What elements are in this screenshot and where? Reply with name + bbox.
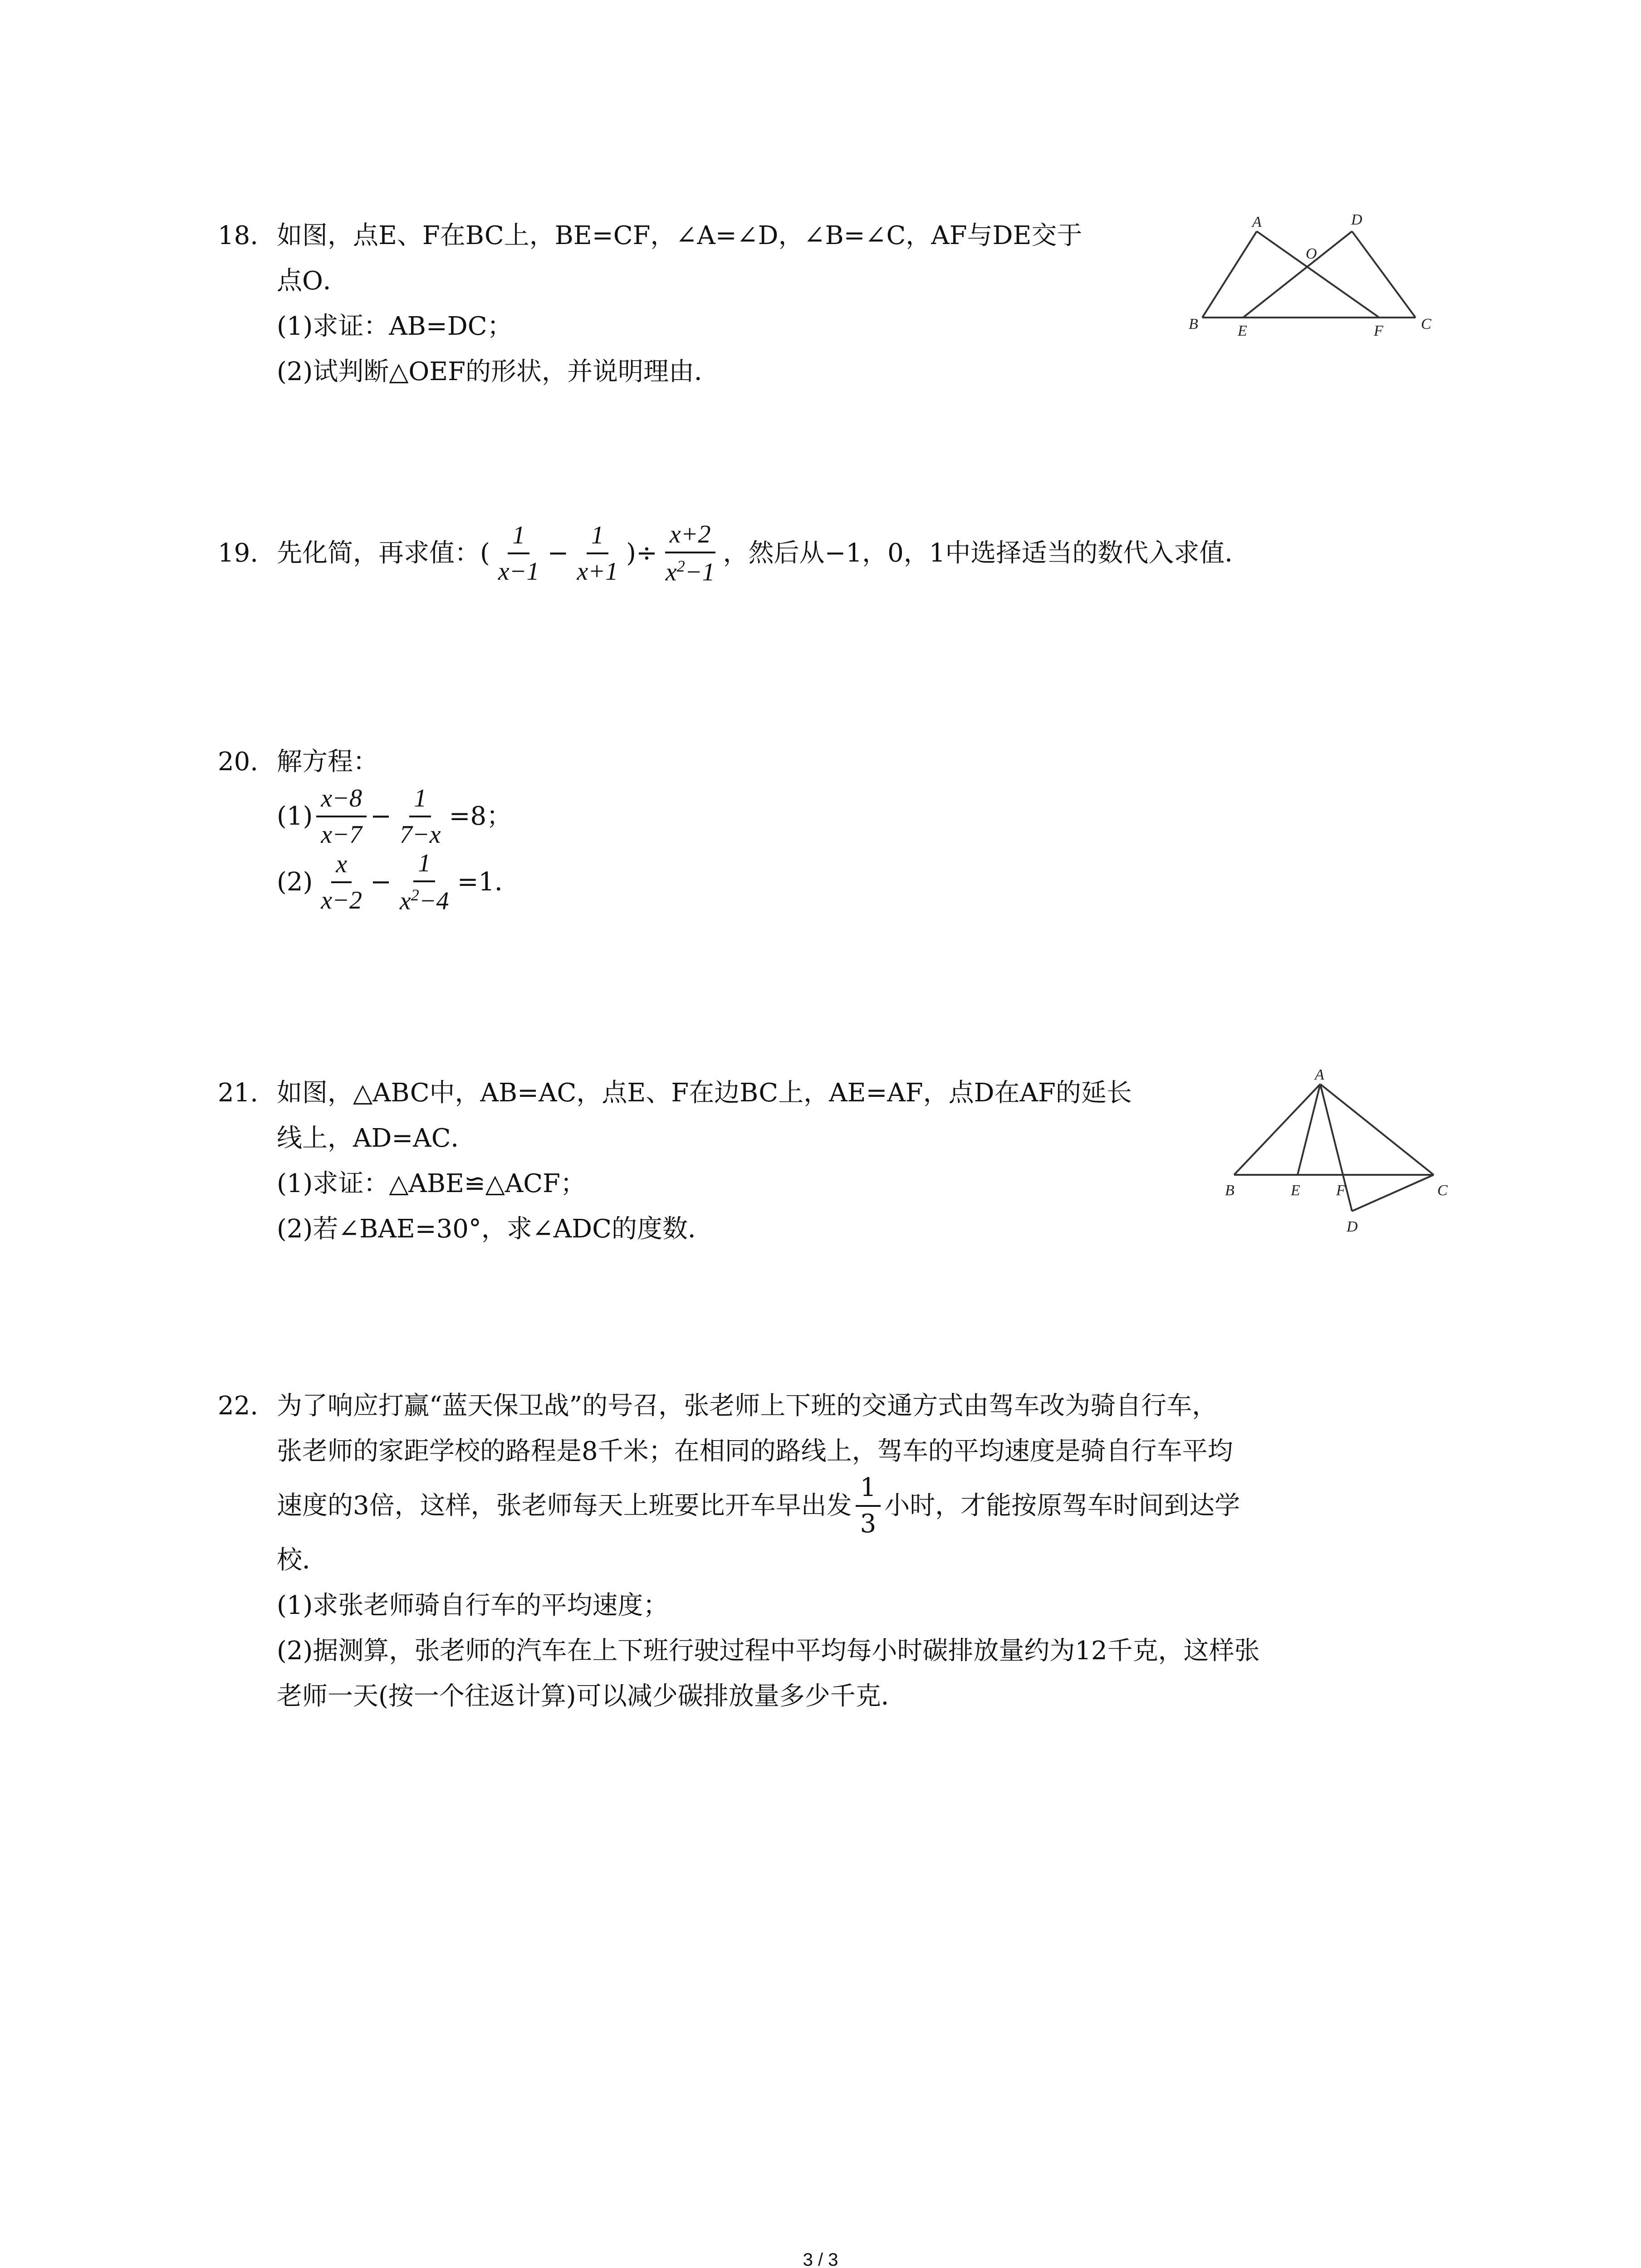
sub-question: (1)求证：AB=DC； [277, 312, 513, 341]
fraction: $\frac{1}{3}$ [856, 1475, 881, 1537]
question-text: 为了响应打赢“蓝天保卫战”的号召，张老师上下班的交通方式由驾车改为骑自行车， [277, 1391, 1218, 1421]
question-21 [218, 1070, 1261, 1252]
fraction: $\frac{x-8}{x-7}$ [316, 786, 367, 847]
question-19: 19. 先化简，再求值：( $\frac{1}{x-1}$ − $\frac{1}{x+1}$ )÷ $\frac{x+2}{x^2-1}$ ，然后从−1，0，1中选择适当的数代入求值． [218, 520, 1250, 587]
question-text: 线上，AD=AC． [277, 1124, 476, 1153]
label-C: C [1421, 316, 1431, 332]
sub-question: (1)求证：△ABE≌△ACF； [277, 1169, 586, 1198]
fraction: $\frac{1}{x-1}$ [498, 521, 539, 586]
equation-2: (2) $\frac{x}{x-2}$ − $\frac{1}{x^2-4}$ =1． [277, 849, 520, 915]
question-text: 校． [277, 1545, 328, 1575]
label-B: B [1189, 316, 1198, 332]
question-text: 解方程： [277, 747, 378, 777]
question-number: 20. [218, 747, 259, 777]
question-number: 22. [218, 1391, 259, 1421]
question-number: 21. [218, 1078, 259, 1108]
label-D: D [1351, 211, 1362, 228]
question-number: 18. [218, 221, 259, 250]
question-text: ，然后从−1，0，1中选择适当的数代入求值． [723, 538, 1250, 568]
question-text: 如图，点E、F在BC上，BE=CF，∠A=∠D，∠B=∠C，AF与DE交于 [277, 221, 1083, 250]
label-C: C [1437, 1182, 1448, 1199]
equation-1: (1) $\frac{x-8}{x-7}$ − $\frac{1}{7-x}$ =8； [277, 784, 512, 849]
question-number: 19. [218, 538, 259, 568]
label-O: O [1306, 245, 1317, 262]
question-text: 先化简，再求值：( [277, 538, 490, 568]
figure-q21 [1216, 1061, 1461, 1243]
label-F: F [1374, 323, 1383, 339]
fraction: $\frac{x+2}{x^2-1}$ [665, 520, 715, 587]
figure-q18 [1189, 204, 1443, 349]
fraction: $\frac{1}{7-x}$ [399, 784, 441, 849]
label-E: E [1291, 1182, 1300, 1199]
sub-question: (2)试判断△OEF的形状，并说明理由． [277, 357, 720, 386]
fraction: $\frac{1}{x^2-4}$ [399, 849, 449, 915]
fraction: $\frac{x}{x-2}$ [321, 850, 362, 914]
question-text: 速度的3倍，这样，张老师每天上班要比开车早出发 [277, 1491, 852, 1520]
question-18 [218, 213, 1216, 395]
label-A: A [1252, 214, 1262, 230]
question-20 [218, 739, 1216, 916]
question-22 [218, 1383, 1488, 1719]
label-E: E [1238, 323, 1247, 339]
sub-question: (1)求张老师骑自行车的平均速度； [277, 1591, 669, 1620]
question-text: 张老师的家距学校的路程是8千米；在相同的路线上，驾车的平均速度是骑自行车平均 [277, 1437, 1233, 1466]
question-text: 小时，才能按原驾车时间到达学 [884, 1491, 1240, 1520]
fraction: $\frac{1}{x+1}$ [577, 521, 618, 586]
sub-question: 老师一天(按一个往返计算)可以减少碳排放量多少千克． [277, 1681, 906, 1711]
sub-question: (2)据测算，张老师的汽车在上下班行驶过程中平均每小时碳排放量约为12千克，这样张 [277, 1636, 1260, 1666]
sub-question: (2)若∠BAE=30°，求∠ADC的度数． [277, 1214, 714, 1244]
question-text: 点O． [277, 266, 348, 296]
label-F: F [1336, 1182, 1346, 1199]
label-A: A [1315, 1066, 1324, 1083]
page-number: 3 / 3 [803, 2250, 838, 2268]
label-B: B [1225, 1182, 1234, 1199]
label-D: D [1347, 1218, 1358, 1235]
question-text: 如图，△ABC中，AB=AC，点E、F在边BC上，AE=AF，点D在AF的延长 [277, 1078, 1132, 1108]
